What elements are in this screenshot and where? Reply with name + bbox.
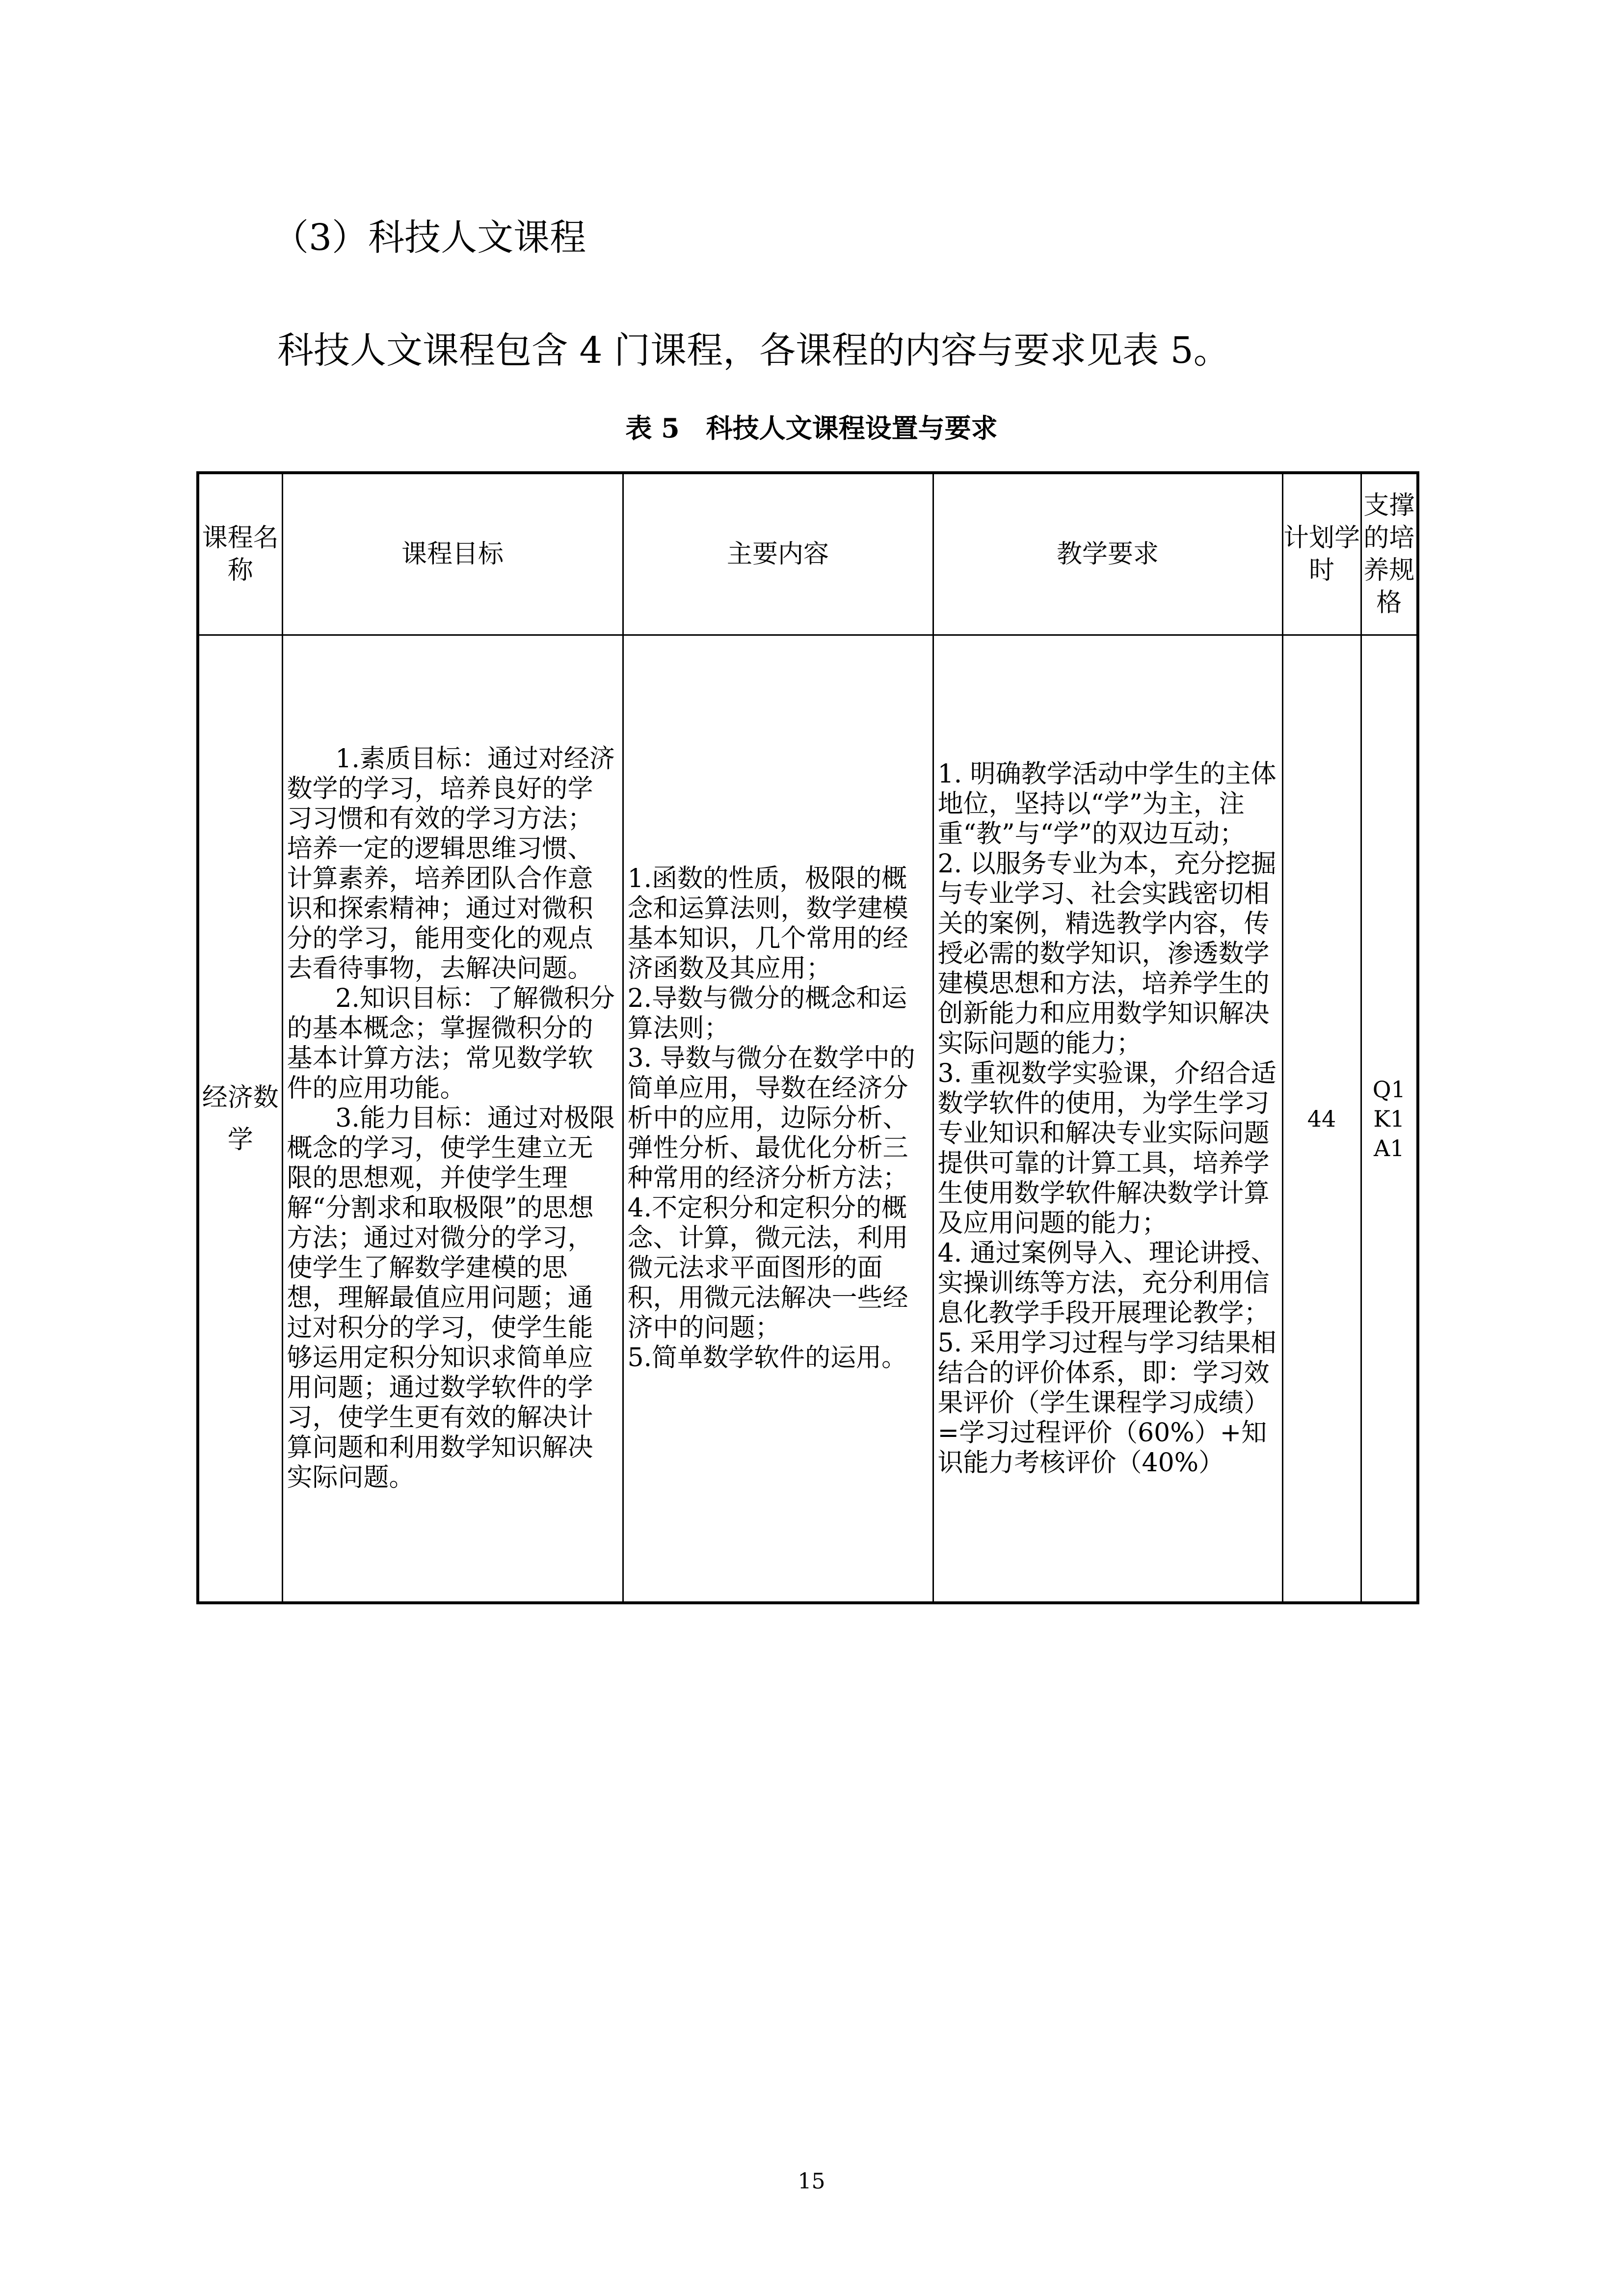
requirement-item: 4. 通过案例导入、理论讲授、实操训练等方法，充分利用信息化教学手段开展理论教学； <box>937 1238 1277 1328</box>
cell-specs <box>1361 635 1418 1603</box>
page-number: 15 <box>798 2169 825 2194</box>
table-row <box>198 635 1418 1603</box>
header-specs: 支撑的培养规格 <box>1361 473 1418 635</box>
objective-item: 1.素质目标：通过对经济数学的学习，培养良好的学习习惯和有效的学习方法；培养一定的逻辑思维习惯、计算素养，培养团队合作意识和探索精神；通过对微积分的学习，能用变化的观点去看待事物，去解决问题。 <box>287 744 615 983</box>
requirement-item: 5. 采用学习过程与学习结果相结合的评价体系，即：学习效果评价（学生课程学习成绩）=学习过程评价（60%）+知识能力考核评价（40%） <box>937 1328 1277 1478</box>
content-item: 2.导数与微分的概念和运算法则； <box>627 984 907 1043</box>
content-item: 1.函数的性质，极限的概念和运算法则，数学建模基本知识，几个常用的经济函数及其应用； <box>627 864 908 983</box>
header-requirements: 教学要求 <box>933 473 1282 635</box>
cell-objectives <box>282 635 623 1603</box>
content-item: 4.不定积分和定积分的概念、计算，微元法，利用微元法求平面图形的面积，用微元法解决一些经济中的问题； <box>627 1193 908 1343</box>
objective-item: 2.知识目标：了解微积分的基本概念；掌握微积分的基本计算方法；常见数学软件的应用功能。 <box>287 984 615 1103</box>
header-content: 主要内容 <box>623 473 933 635</box>
header-objectives: 课程目标 <box>282 473 623 635</box>
objective-item: 3.能力目标：通过对极限概念的学习，使学生建立无限的思想观，并使学生理解“分割求和取极限”的思想方法；通过对微分的学习，使学生了解数学建模的思想，理解最值应用问题；通过对积分的学习，使学生能够运用定积分知识求简单应用问题；通过数学软件的学习，使学生更有效的解决计算问题和利用数学知识解决实际问题。 <box>287 1104 615 1492</box>
table-caption: 表 5 科技人文课程设置与要求 <box>625 412 998 444</box>
table-header-row <box>198 473 1418 635</box>
content-item: 3. 导数与微分在数学中的简单应用，导数在经济分析中的应用，边际分析、弹性分析、最优化分析三种常用的经济分析方法； <box>627 1044 915 1193</box>
requirement-item: 1. 明确教学活动中学生的主体地位，坚持以“学”为主，注重“教”与“学”的双边互动； <box>937 759 1277 849</box>
content-item: 5.简单数学软件的运用。 <box>627 1343 907 1373</box>
header-hours: 计划学时 <box>1282 473 1361 635</box>
cell-requirements <box>933 635 1282 1603</box>
requirement-item: 2. 以服务专业为本，充分挖掘与专业学习、社会实践密切相关的案例，精选教学内容，传授必需的数学知识，渗透数学建模思想和方法，培养学生的创新能力和应用数学知识解决实际问题的能力； <box>937 849 1277 1058</box>
spec-code: K1 <box>1373 1105 1405 1132</box>
spec-code: A1 <box>1374 1134 1405 1162</box>
course-table <box>196 471 1419 1604</box>
cell-content <box>623 635 933 1603</box>
header-course-name: 课程名称 <box>198 473 282 635</box>
intro-paragraph: 科技人文课程包含 4 门课程，各课程的内容与要求见表 5。 <box>277 329 1230 372</box>
cell-hours: 44 <box>1282 635 1361 1603</box>
section-heading: （3）科技人文课程 <box>272 216 586 259</box>
requirement-item: 3. 重视数学实验课，介绍合适数学软件的使用，为学生学习专业知识和解决专业实际问题提供可靠的计算工具，培养学生使用数学软件解决数学计算及应用问题的能力； <box>937 1058 1277 1238</box>
cell-course-name: 经济数学 <box>198 635 282 1603</box>
spec-code: Q1 <box>1372 1076 1406 1103</box>
